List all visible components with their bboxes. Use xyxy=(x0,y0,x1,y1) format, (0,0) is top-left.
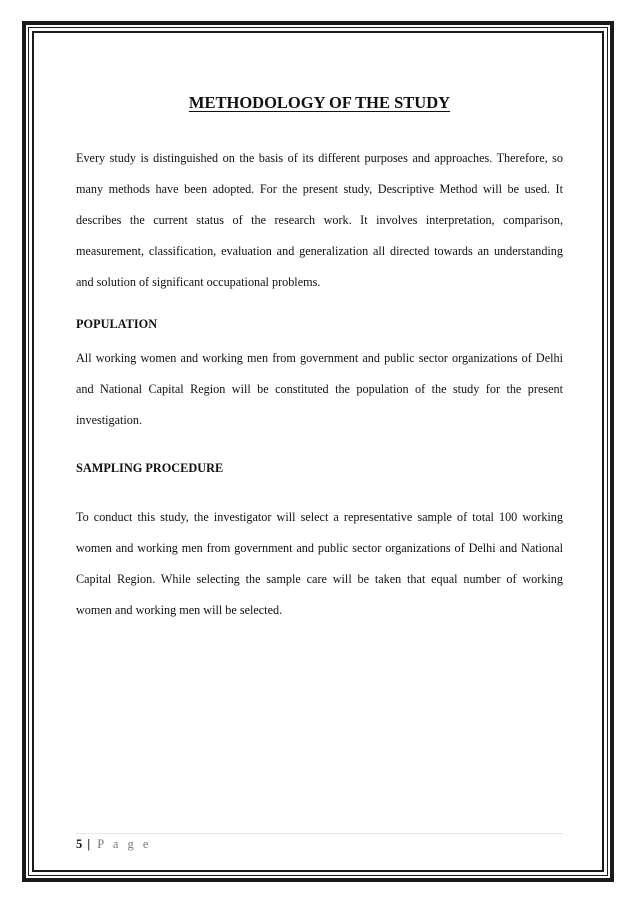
section-body-population: All working women and working men from government and public sector organizations of Delhi and National Capital Region will be constituted the population of the study for the present investigation. xyxy=(76,351,563,427)
page-title: METHODOLOGY OF THE STUDY xyxy=(188,93,451,112)
intro-paragraph: Every study is distinguished on the basis of its different purposes and approaches. Therefore, so many methods have been adopted. For the present study, Descriptive Method will be used. It describes the current status of the research work. It involves interpretation, comparison, measurement, classification, evaluation and generalization all directed towards an understanding and solution of significant occupational problems. xyxy=(76,151,563,289)
footer-separator: | xyxy=(87,837,91,851)
section-body-sampling-procedure: To conduct this study, the investigator will select a representative sample of total 100 working women and working men from government and public sector organizations of Delhi and National Capital Region. While selecting the sample care will be taken that equal number of working women and working men will be selected. xyxy=(76,510,563,617)
page-footer xyxy=(76,836,151,852)
page-number: 5 xyxy=(76,837,83,851)
footer-divider xyxy=(76,833,563,834)
page-content xyxy=(76,90,563,626)
page-label: P a g e xyxy=(97,837,152,851)
section-heading-population: POPULATION xyxy=(76,317,158,331)
section-heading-sampling-procedure: SAMPLING PROCEDURE xyxy=(76,461,224,475)
